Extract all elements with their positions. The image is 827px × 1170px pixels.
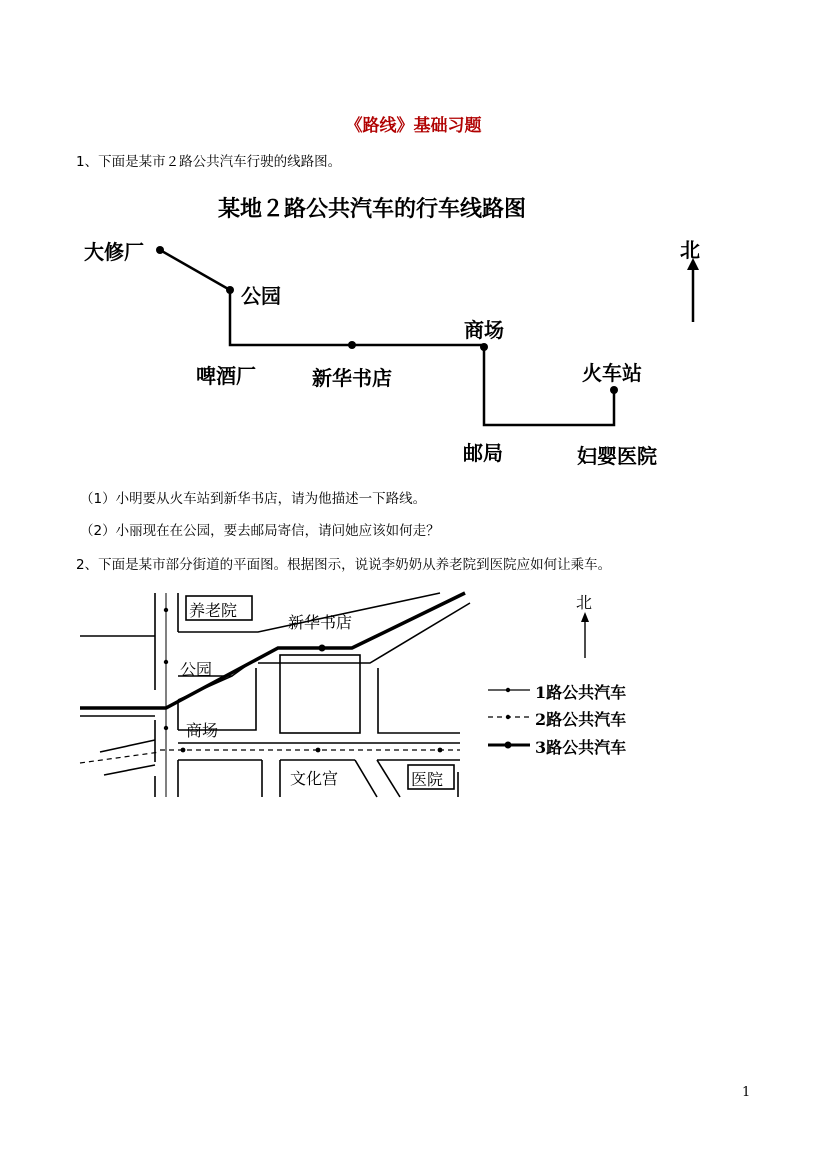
place-yanglaoyuan: 养老院 [189,601,238,620]
place-gongyuan: 公园 [180,660,213,679]
stop-pijiuchang: 啤酒厂 [196,364,256,388]
question-1-sub-1: （1）小明要从火车站到新华书店，请为他描述一下路线。 [80,491,427,507]
stop-fuying: 妇婴医院 [577,444,657,468]
map-1-north-label: 北 [680,238,700,262]
question-1-text: 1、下面是某市２路公共汽车行驶的线路图。 [76,154,342,170]
stop-shangchang: 商场 [464,318,504,342]
legend-route-3: 3路公共汽车 [535,738,627,757]
place-xinhua: 新华书店 [288,613,353,632]
stop-daxiuchang: 大修厂 [84,240,144,264]
page-title: 《路线》基础习题 [345,116,482,136]
place-shangchang: 商场 [186,721,219,740]
stop-gongyuan: 公园 [241,284,281,308]
legend-route-1: 1路公共汽车 [535,683,627,702]
place-wenhuagong: 文化宫 [290,769,339,788]
map-2-north-label: 北 [576,593,593,612]
stop-huochezhan: 火车站 [582,361,642,385]
question-2-text: 2、下面是某市部分街道的平面图。根据图示，说说李奶奶从养老院到医院应如何让乘车。 [76,557,612,573]
stop-xinhua: 新华书店 [312,366,392,390]
stop-youju: 邮局 [463,441,503,465]
question-1-sub-2: （2）小丽现在在公园，要去邮局寄信，请问她应该如何走？ [80,523,440,539]
map-1-title: 某地２路公共汽车的行车线路图 [218,197,527,222]
legend-route-2: 2路公共汽车 [535,710,627,729]
page-number: 1 [742,1085,751,1100]
place-yiyuan: 医院 [411,770,444,789]
